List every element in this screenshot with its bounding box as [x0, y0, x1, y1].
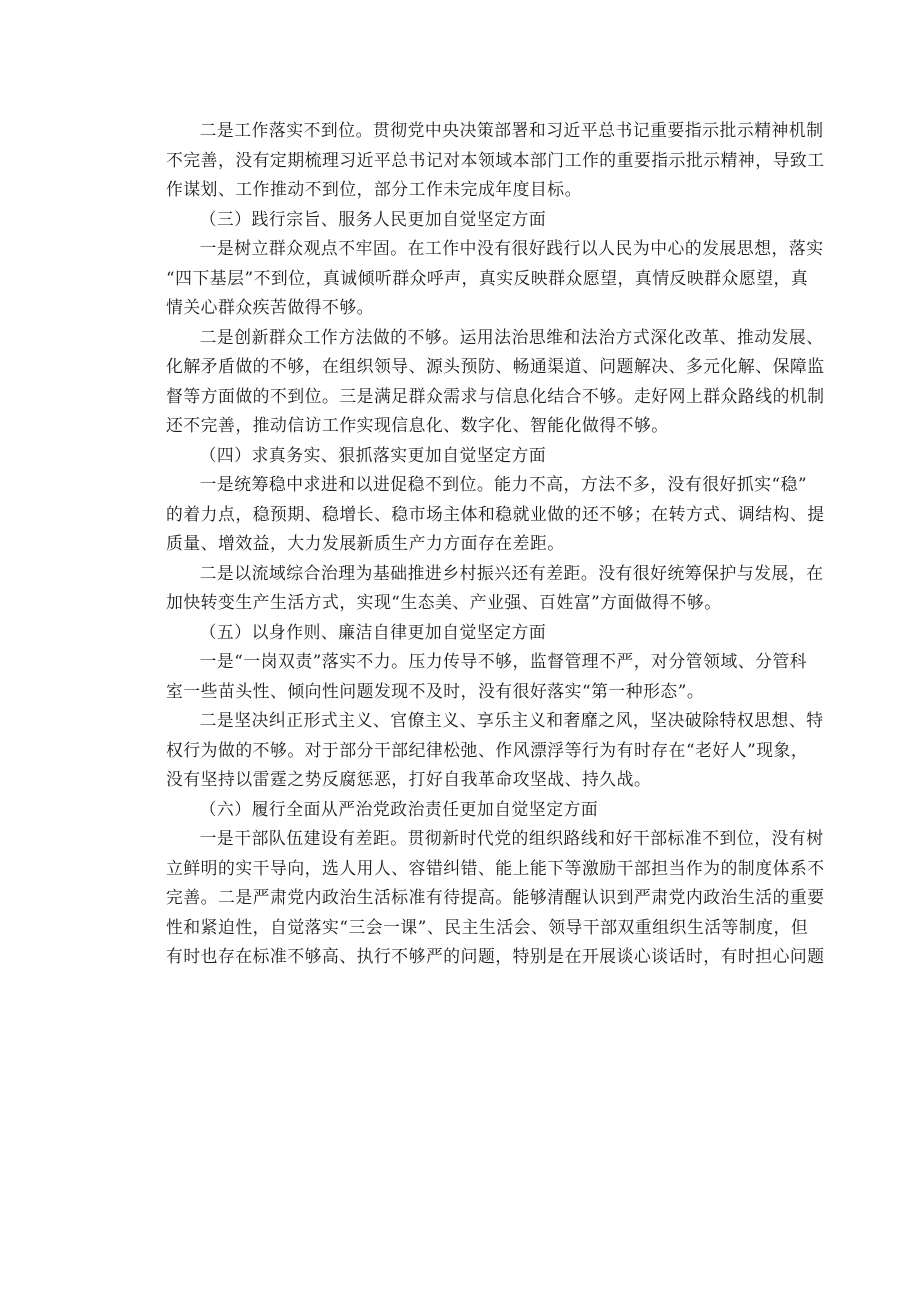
- text-line: 不完善，没有定期梳理习近平总书记对本领域本部门工作的重要指示批示精神，导致工: [166, 149, 825, 170]
- section-heading: [166, 441, 786, 471]
- text-line: 完善。二是严肃党内政治生活标准有待提高。能够清醒认识到严肃党内政治生活的重要: [166, 887, 825, 907]
- text-line: 一是干部队伍建设有差距。贯彻新时代党的组织路线和好干部标准不到位，没有树: [199, 828, 824, 848]
- body-paragraph: [166, 234, 824, 323]
- body-paragraph: [166, 323, 825, 441]
- text-line: （六）履行全面从严治党政治责任更加自觉坚定方面: [199, 798, 599, 819]
- document-body: [166, 116, 825, 972]
- text-line: 一是“一岗双责”落实不力。压力传导不够，监督管理不严，对分管领域、分管科: [199, 651, 808, 671]
- text-line: 室一些苗头性、倾向性问题发现不及时，没有很好落实“第一种形态”。: [166, 680, 705, 701]
- text-line: （三）践行宗旨、服务人民更加自觉坚定方面: [199, 208, 547, 229]
- text-line: 二是以流域综合治理为基础推进乡村振兴还有差距。没有很好统筹保护与发展，在: [199, 562, 824, 583]
- body-paragraph: [166, 647, 808, 706]
- body-paragraph: [166, 559, 824, 618]
- text-line: “四下基层”不到位，真诚倾听群众呼声，真实反映群众愿望，真情反映群众愿望，真: [166, 267, 809, 288]
- body-paragraph: [166, 470, 825, 559]
- text-line: 作谋划、工作推动不到位，部分工作未完成年度目标。: [166, 179, 582, 199]
- text-line: 二是坚决纠正形式主义、官僚主义、享乐主义和奢靡之风，坚决破除特权思想、特: [199, 710, 824, 730]
- text-line: 一是树立群众观点不牢固。在工作中没有很好践行以人民为中心的发展思想，落实: [199, 238, 824, 258]
- text-line: 的着力点，稳预期、稳增长、稳市场主体和稳就业做的还不够；在转方式、调结构、提: [166, 503, 825, 524]
- text-line: 化解矛盾做的不够，在组织领导、源头预防、畅通渠道、问题解决、多元化解、保障监: [166, 356, 825, 376]
- text-line: 权行为做的不够。对于部分干部纪律松弛、作风漂浮等行为有时存在“老好人”现象，: [166, 739, 809, 760]
- body-paragraph: [166, 706, 824, 795]
- text-line: 还不完善，推动信访工作实现信息化、数字化、智能化做得不够。: [166, 415, 669, 435]
- section-heading: [166, 205, 786, 235]
- text-line: 有时也存在标准不够高、执行不够严的问题，特别是在开展谈心谈话时，有时担心问题: [166, 946, 825, 966]
- text-line: 情关心群众疾苦做得不够。: [166, 297, 374, 317]
- text-line: 没有坚持以雷霆之势反腐惩恶，打好自我革命攻坚战、持久战。: [166, 769, 652, 789]
- text-line: 性和紧迫性，自觉落实“三会一课”、民主生活会、领导干部双重组织生活等制度，但: [166, 916, 809, 937]
- text-line: 质量、增效益，大力发展新质生产力方面存在差距。: [166, 533, 565, 553]
- section-heading: [166, 795, 786, 825]
- text-line: 二是创新群众工作方法做的不够。运用法治思维和法治方式深化改革、推动发展、: [199, 326, 824, 347]
- body-paragraph: [166, 116, 825, 205]
- text-line: 立鲜明的实干导向，选人用人、容错纠错、能上能下等激励干部担当作为的制度体系不: [166, 857, 825, 878]
- text-line: 督等方面做的不到位。三是满足群众需求与信息化结合不够。走好网上群众路线的机制: [166, 385, 825, 406]
- text-line: 二是工作落实不到位。贯彻党中央决策部署和习近平总书记重要指示批示精神机制: [199, 120, 824, 140]
- text-line: （五）以身作则、廉洁自律更加自觉坚定方面: [199, 621, 547, 642]
- body-paragraph: [166, 824, 825, 972]
- text-line: 一是统筹稳中求进和以进促稳不到位。能力不高，方法不多，没有很好抓实“稳”: [199, 474, 808, 494]
- section-heading: [166, 618, 786, 648]
- text-line: 加快转变生产生活方式，实现“生态美、产业强、百姓富”方面做得不够。: [166, 592, 722, 612]
- text-line: （四）求真务实、狠抓落实更加自觉坚定方面: [199, 444, 547, 465]
